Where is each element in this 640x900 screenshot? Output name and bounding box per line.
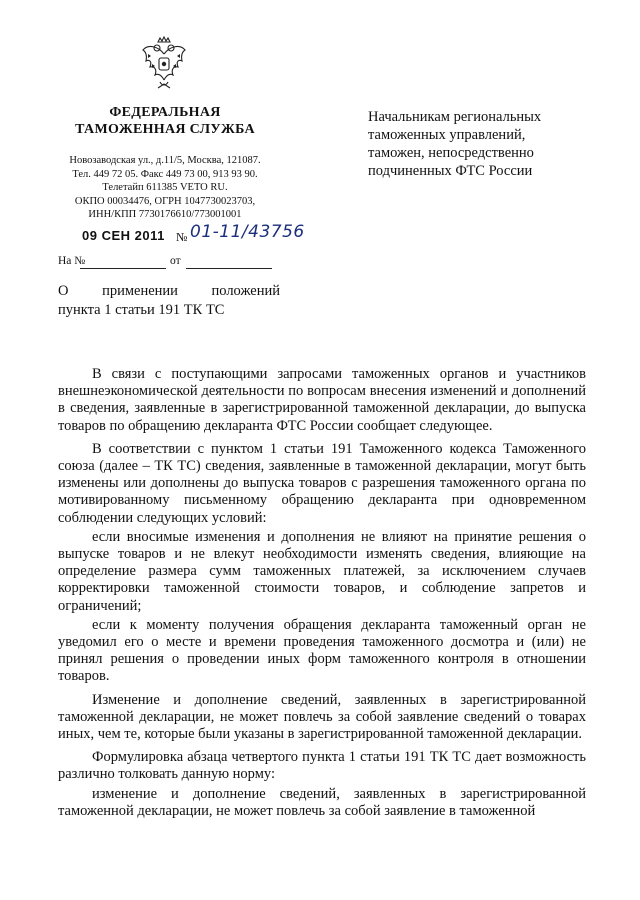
body-paragraph: В связи с поступающими запросами таможенных органов и участников внешнеэкономической деятельности по вопросам внесения изменений и дополнений в сведения, заявленные в зарегистрированной таможенной декларации, до выпуска товаров по обращению декларанта ФТС России сообщает следующее.	[58, 366, 586, 434]
address-block	[58, 154, 272, 222]
address-line: ОКПО 00034476, ОГРН 1047730023703,	[74, 195, 256, 207]
letter-subject	[58, 282, 280, 320]
body-paragraph: Формулировка абзаца четвертого пункта 1 статьи 191 ТК ТС дает возможность различно толковать данную норму:	[58, 749, 586, 783]
registration-number: 01-11/43756	[190, 222, 305, 242]
org-line-2: ТАМОЖЕННАЯ СЛУЖБА	[75, 122, 255, 137]
number-label: №	[176, 230, 188, 244]
subject-word: применении	[102, 283, 178, 299]
body-paragraph: Изменение и дополнение сведений, заявленных в зарегистрированной таможенной декларации, не может повлечь за собой заявление сведений о товарах иных, чем те, которые были указаны в зарегистрированной таможенной декларации.	[58, 691, 586, 743]
subject-line-2: пункта 1 статьи 191 ТК ТС	[58, 302, 225, 318]
body-paragraph: если вносимые изменения и дополнения не влияют на принятие решения о выпуске товаров и не влекут необходимости изменять сведения, влияющие на определение размера сумм таможенных платежей, за исключением случаев корректировки таможенной стоимости товаров, и соблюдение запретов и ограничений;	[58, 528, 586, 614]
coat-of-arms-icon	[140, 36, 188, 94]
recipient-line: Начальникам региональных	[368, 109, 542, 125]
date-number-row	[58, 222, 318, 248]
body-paragraph: В соответствии с пунктом 1 статьи 191 Таможенного кодекса Таможенного союза (далее – ТК ТС) сведения, заявленные в таможенной декларации, могут быть изменены или дополнены до выпуска товаров с разрешения таможенного органа по мотивированному письменному обращению декларанта при одновременном соблюдении следующих условий:	[58, 440, 586, 526]
address-line: Новозаводская ул., д.11/5, Москва, 121087.	[69, 155, 261, 166]
recipient-line: подчиненных ФТС России	[368, 163, 533, 179]
ref-date-label: от	[170, 255, 181, 267]
recipient-line: таможенных управлений,	[368, 127, 526, 143]
address-line: ИНН/КПП 7730176610/773001001	[88, 209, 242, 221]
address-line: Тел. 449 72 05. Факс 449 73 00, 913 93 90.	[72, 168, 258, 180]
organization-name	[60, 104, 270, 138]
subject-word: О	[58, 283, 69, 299]
org-line-1: ФЕДЕРАЛЬНАЯ	[109, 105, 221, 120]
body-paragraph: если к моменту получения обращения декларанта таможенный орган не уведомил его о месте и времени проведения таможенного досмотра и (или) не принял решения о проведении иных форм таможенного контроля в отношении товаров.	[58, 616, 586, 685]
subject-line-1	[58, 282, 280, 301]
ref-number-label: На №	[58, 255, 86, 267]
subject-word: положений	[211, 283, 280, 299]
letter-body	[58, 366, 586, 826]
ref-date-line	[186, 268, 272, 269]
address-line: Телетайп 611385 VETO RU.	[102, 182, 228, 194]
ref-number-line	[80, 268, 166, 269]
reference-row	[58, 255, 272, 273]
body-paragraph: изменение и дополнение сведений, заявленных в зарегистрированной таможенной декларации, не может повлечь за собой заявление в таможенной	[58, 785, 586, 819]
document-date-stamp: 09 СЕН 2011	[82, 228, 165, 243]
recipient-line: таможен, непосредственно	[368, 145, 534, 161]
recipient-block	[368, 108, 588, 180]
